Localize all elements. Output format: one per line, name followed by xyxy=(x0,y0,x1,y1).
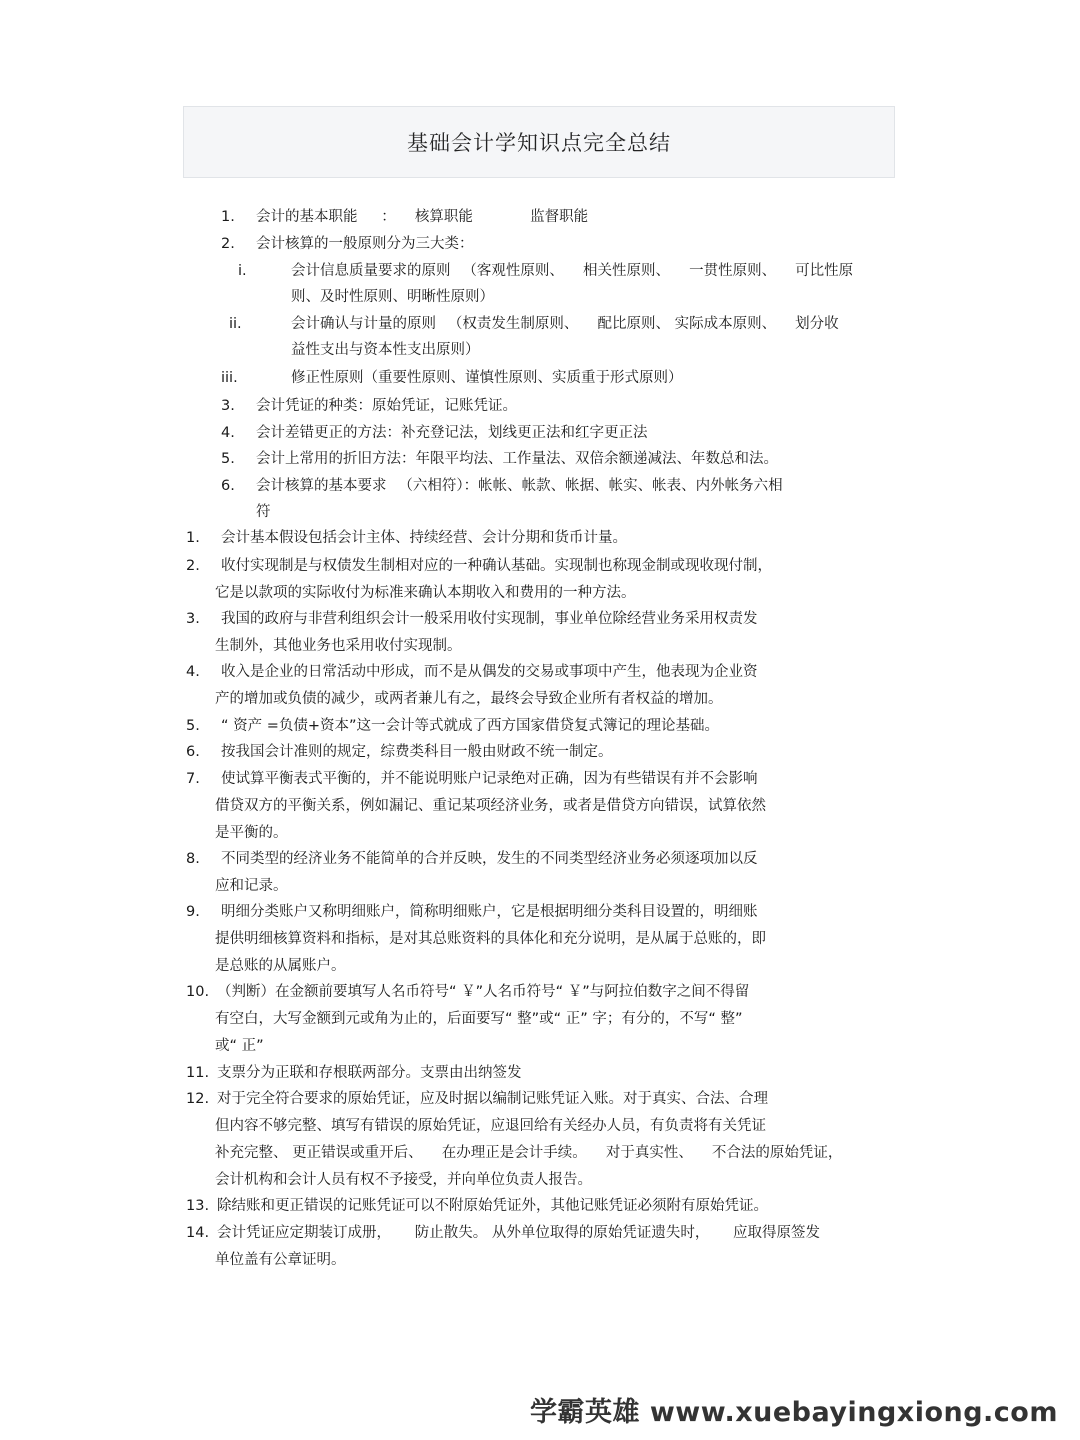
list-item-line: 应和记录。 xyxy=(215,878,288,894)
list-item-number: 1. xyxy=(186,530,200,546)
list-item-line: 支票分为正联和存根联两部分。支票由出纳签发 xyxy=(217,1065,522,1081)
list-item-line: 单位盖有公章证明。 xyxy=(215,1252,346,1268)
list-item-number: 12. xyxy=(186,1091,210,1107)
list-item-line: 会计凭证应定期装订成册， 防止散失。 从外单位取得的原始凭证遗失时， 应取得原签发 xyxy=(217,1225,821,1241)
sub-item-number: iii. xyxy=(221,370,238,386)
sub-item-line: 益性支出与资本性支出原则） xyxy=(291,342,480,358)
list-item-line: 有空白，大写金额到元或角为止的，后面要写“ 整”或“ 正” 字；有分的，不写“ 整” xyxy=(215,1011,743,1027)
list-item-line: 借贷双方的平衡关系，例如漏记、重记某项经济业务，或者是借贷方向错误，试算依然 xyxy=(215,798,766,814)
sub-item-number: i. xyxy=(238,263,247,279)
list-item-line: 提供明细核算资料和指标，是对其总账资料的具体化和充分说明，是从属于总账的，即 xyxy=(215,931,766,947)
list-item-line: 不同类型的经济业务不能简单的合并反映，发生的不同类型经济业务必须逐项加以反 xyxy=(221,851,758,867)
list-item-line: 对于完全符合要求的原始凭证，应及时据以编制记账凭证入账。对于真实、合法、合理 xyxy=(217,1091,768,1107)
sub-item-line: 会计确认与计量的原则 （权责发生制原则、 配比原则、 实际成本原则、 划分收 xyxy=(291,316,839,332)
sub-item-line: 修正性原则（重要性原则、谨慎性原则、实质重于形式原则） xyxy=(291,370,683,386)
sub-item-number: ii. xyxy=(229,316,242,332)
list-item-line: 产的增加或负债的减少，或两者兼儿有之，最终会导致企业所有者权益的增加。 xyxy=(215,691,723,707)
list-item-line: 收入是企业的日常活动中形成，而不是从偶发的交易或事项中产生，他表现为企业资 xyxy=(221,664,758,680)
sub-item-line: 会计核算的一般原则分为三大类： xyxy=(256,236,474,252)
list-item-line: 我国的政府与非营利组织会计一般采用收付实现制，事业单位除经营业务采用权责发 xyxy=(221,611,758,627)
sub-item-line: 符 xyxy=(256,504,271,520)
list-item-number: 9. xyxy=(186,904,200,920)
list-item-number: 10. xyxy=(186,984,210,1000)
list-item-line: 补充完整、 更正错误或重开后、 在办理正是会计手续。 对于真实性、 不合法的原始凭证， xyxy=(215,1145,843,1161)
list-item-line: 它是以款项的实际收付为标准来确认本期收入和费用的一种方法。 xyxy=(215,585,636,601)
sub-item-line: 会计的基本职能 ： 核算职能 监督职能 xyxy=(256,209,589,225)
list-item-number: 2. xyxy=(186,558,200,574)
list-item-number: 6. xyxy=(186,744,200,760)
list-item-line: 按我国会计准则的规定，综费类科目一般由财政不统一制定。 xyxy=(221,744,613,760)
sub-item-line: 会计上常用的折旧方法：年限平均法、工作量法、双倍余额递减法、年数总和法。 xyxy=(256,451,778,467)
watermark: 学霸英雄 www.xuebayingxiong.com xyxy=(529,1397,1058,1428)
list-item-line: “ 资产 =负债+资本”这一会计等式就成了西方国家借贷复式簿记的理论基础。 xyxy=(221,718,720,734)
page-title: 基础会计学知识点完全总结 xyxy=(407,131,671,155)
list-item-line: 明细分类账户又称明细账户，简称明细账户，它是根据明细分类科目设置的，明细账 xyxy=(221,904,758,920)
list-item-line: 会计基本假设包括会计主体、持续经营、会计分期和货币计量。 xyxy=(221,530,627,546)
sub-item-number: 6. xyxy=(221,478,235,494)
list-item-line: 会计机构和会计人员有权不予接受，并向单位负责人报告。 xyxy=(215,1172,592,1188)
sub-item-number: 2. xyxy=(221,236,235,252)
list-item-line: 生制外，其他业务也采用收付实现制。 xyxy=(215,638,462,654)
list-item-number: 13. xyxy=(186,1198,210,1214)
sub-item-number: 5. xyxy=(221,451,235,467)
list-item-number: 3. xyxy=(186,611,200,627)
list-item-line: 使试算平衡表式平衡的，并不能说明账户记录绝对正确，因为有些错误有并不会影响 xyxy=(221,771,758,787)
list-item-number: 8. xyxy=(186,851,200,867)
list-item-number: 5. xyxy=(186,718,200,734)
list-item-number: 11. xyxy=(186,1065,210,1081)
sub-item-line: 会计凭证的种类：原始凭证，记账凭证。 xyxy=(256,398,517,414)
sub-item-number: 3. xyxy=(221,398,235,414)
sub-item-line: 会计核算的基本要求 （六相符）：帐帐、帐款、帐据、帐实、帐表、内外帐务六相 xyxy=(256,478,783,494)
list-item-line: 收付实现制是与权债发生制相对应的一种确认基础。实现制也称现金制或现收现付制， xyxy=(221,558,772,574)
sub-item-line: 则、及时性原则、明晰性原则） xyxy=(291,289,494,305)
list-item-number: 7. xyxy=(186,771,200,787)
list-item-line: 除结账和更正错误的记账凭证可以不附原始凭证外，其他记账凭证必须附有原始凭证。 xyxy=(217,1198,768,1214)
list-item-number: 4. xyxy=(186,664,200,680)
sub-item-line: 会计信息质量要求的原则 （客观性原则、 相关性原则、 一贯性原则、 可比性原 xyxy=(291,263,854,279)
title-banner xyxy=(183,106,895,178)
list-item-number: 14. xyxy=(186,1225,210,1241)
list-item-line: 或“ 正” xyxy=(215,1038,264,1054)
sub-item-line: 会计差错更正的方法：补充登记法，划线更正法和红字更正法 xyxy=(256,425,648,441)
list-item-line: 但内容不够完整、填写有错误的原始凭证，应退回给有关经办人员，有负责将有关凭证 xyxy=(215,1118,766,1134)
sub-item-number: 4. xyxy=(221,425,235,441)
list-item-line: 是平衡的。 xyxy=(215,825,288,841)
sub-item-number: 1. xyxy=(221,209,235,225)
list-item-line: 是总账的从属账户。 xyxy=(215,958,346,974)
list-item-line: （判断）在金额前要填写人名币符号“ ￥”人名币符号“ ￥”与阿拉伯数字之间不得留 xyxy=(217,984,750,1000)
